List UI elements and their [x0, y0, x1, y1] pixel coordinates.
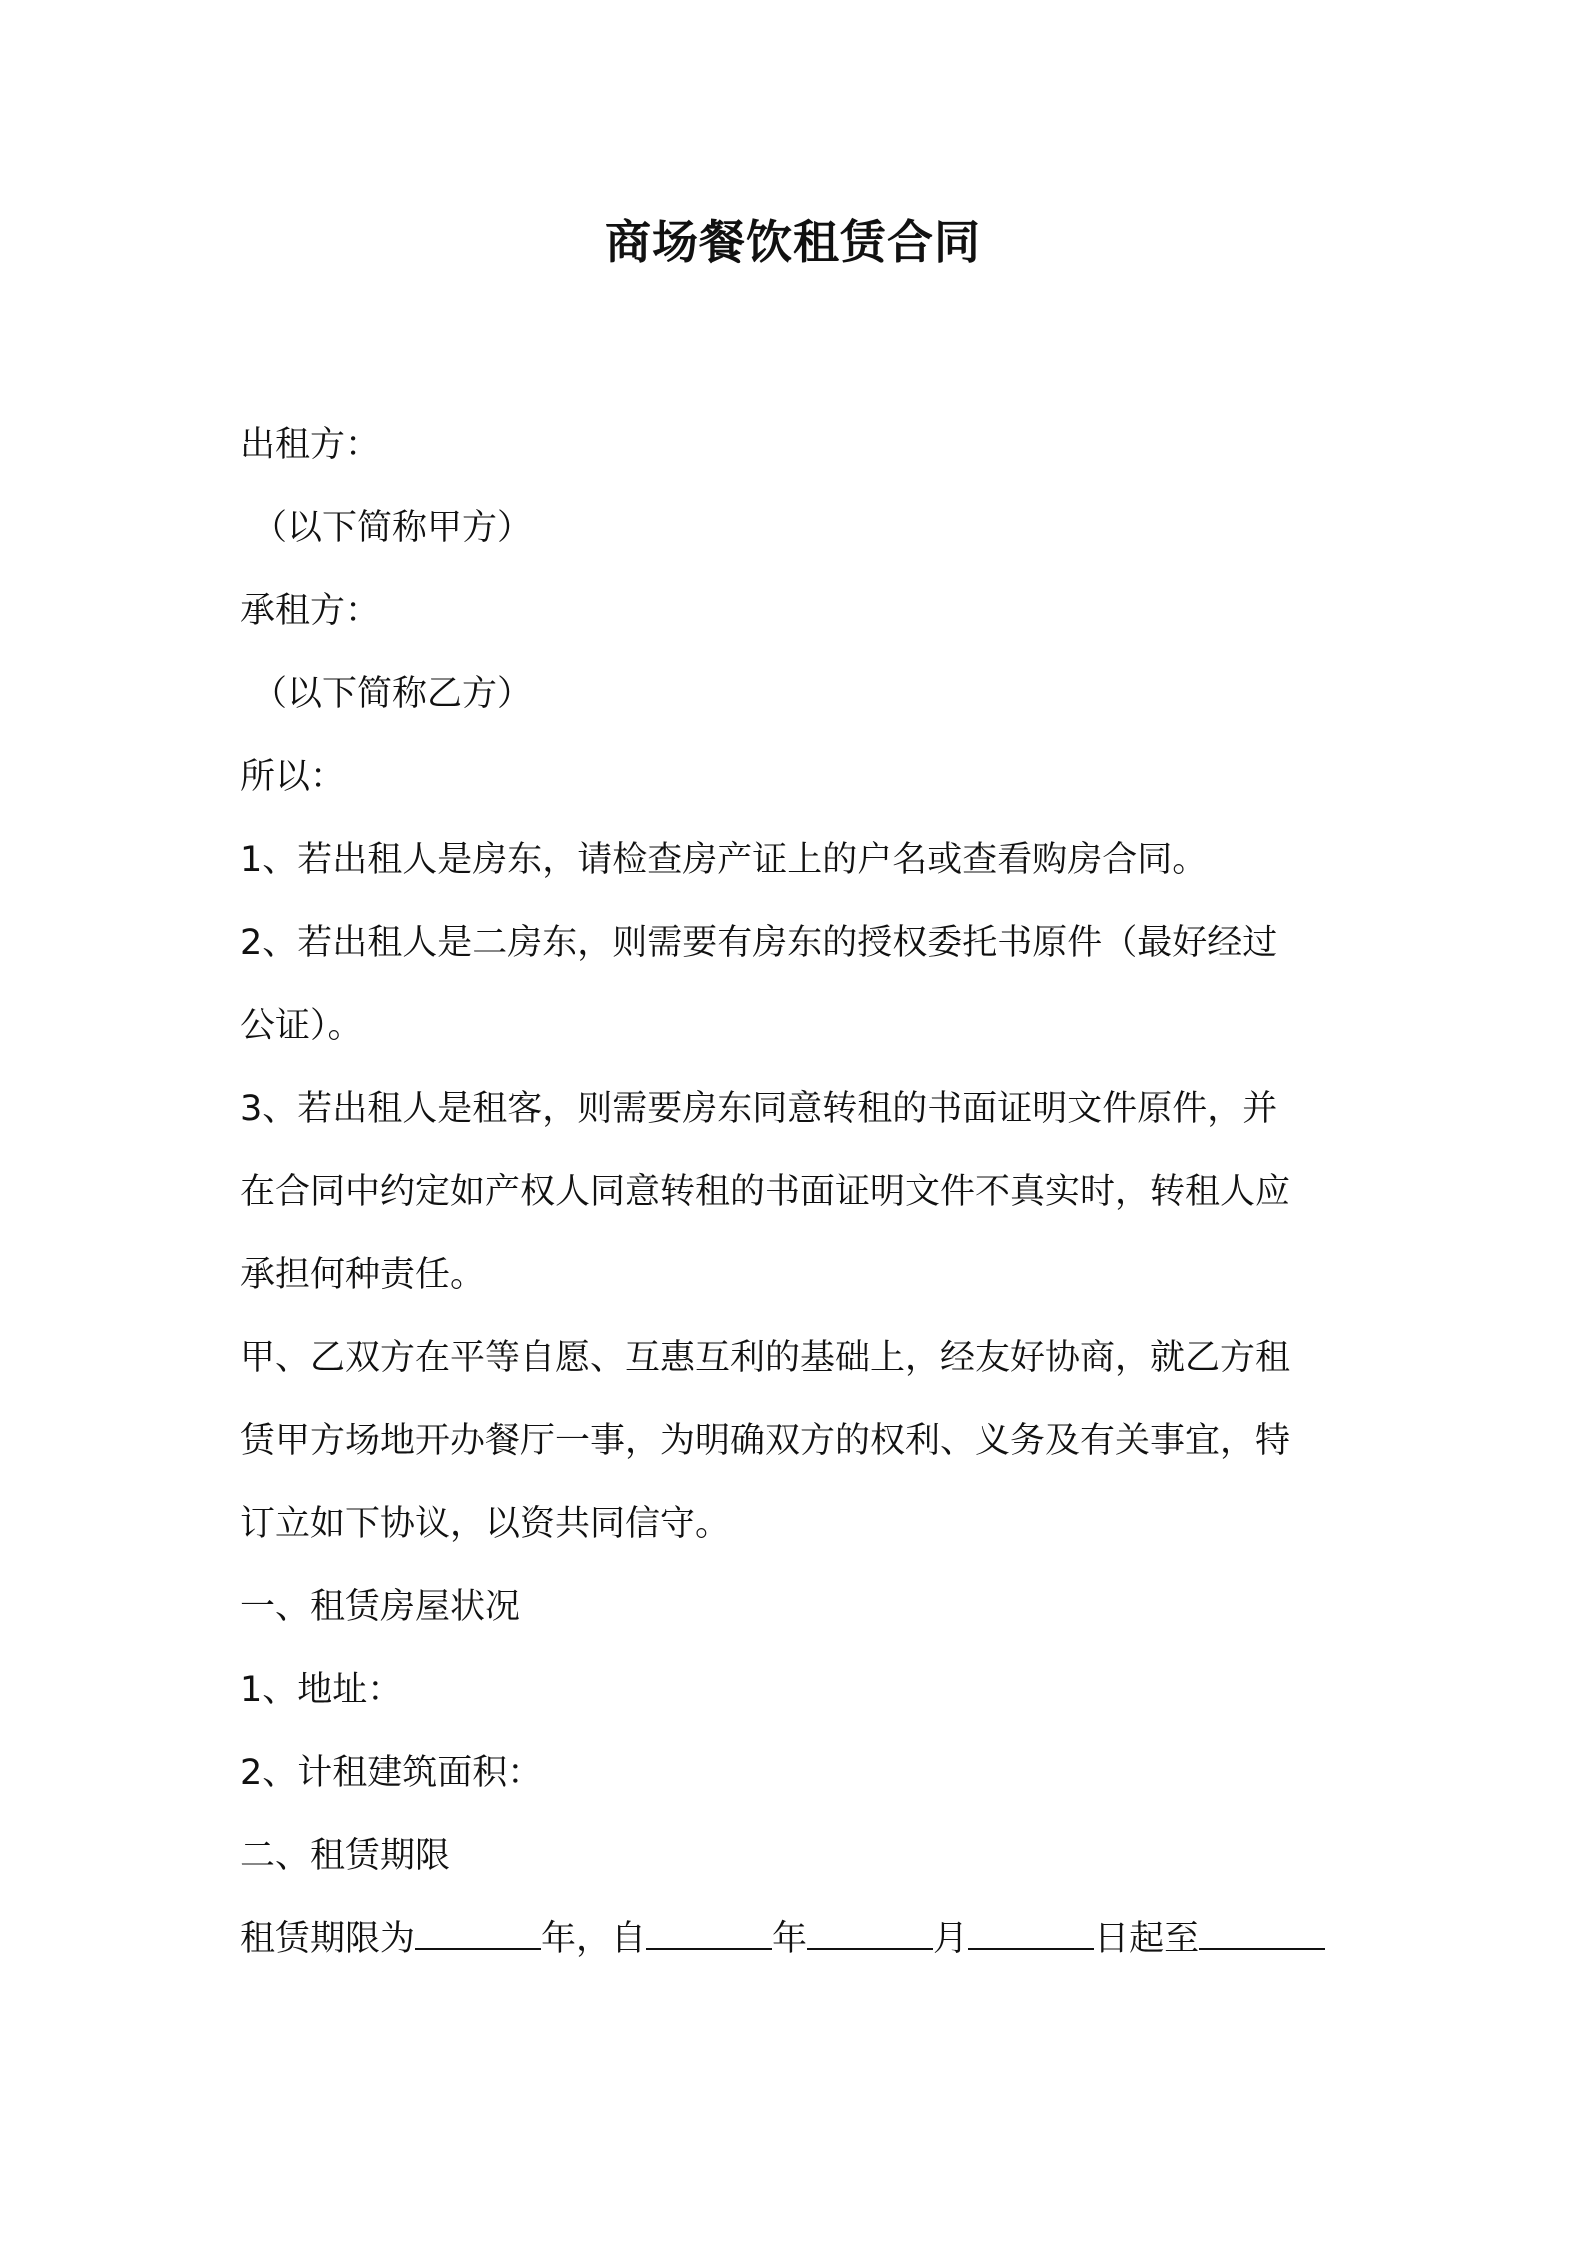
- lessee-note: （以下简称乙方）: [252, 674, 533, 714]
- term-years-blank[interactable]: [415, 1918, 541, 1950]
- lessor-line: 出租方：: [240, 425, 381, 465]
- start-day-blank[interactable]: [968, 1918, 1094, 1950]
- paragraph-line-a: 甲、乙双方在平等自愿、互惠互利的基础上，经友好协商，就乙方租: [240, 1338, 1291, 1378]
- item-2-line-a: 2、若出租人是二房东，则需要有房东的授权委托书原件（最好经过: [240, 923, 1278, 963]
- item-3-line-b: 在合同中约定如产权人同意转租的书面证明文件不真实时，转租人应: [240, 1172, 1291, 1212]
- paragraph-line-b: 赁甲方场地开办餐厅一事，为明确双方的权利、义务及有关事宜，特: [240, 1421, 1291, 1461]
- item-1: 1、若出租人是房东，请检查房产证上的户名或查看购房合同。: [240, 840, 1208, 880]
- document-title: 商场餐饮租赁合同: [605, 215, 981, 269]
- term-text-4: 月: [933, 1919, 969, 1959]
- start-month-blank[interactable]: [807, 1918, 933, 1950]
- term-text-3: 年: [772, 1919, 808, 1959]
- therefore-line: 所以：: [240, 757, 346, 797]
- paragraph-line-c: 订立如下协议，以资共同信守。: [240, 1504, 731, 1544]
- term-text-5: 日起至: [1094, 1919, 1200, 1959]
- section-1-item-1: 1、地址：: [240, 1670, 403, 1710]
- lessee-line: 承租方：: [240, 591, 381, 631]
- section-2-heading: 二、租赁期限: [240, 1836, 451, 1876]
- end-date-blank[interactable]: [1199, 1918, 1325, 1950]
- section-1-heading: 一、租赁房屋状况: [240, 1587, 521, 1627]
- item-3-line-a: 3、若出租人是租客，则需要房东同意转租的书面证明文件原件，并: [240, 1089, 1278, 1129]
- item-2-line-b: 公证）。: [240, 1006, 363, 1046]
- section-1-item-2: 2、计租建筑面积：: [240, 1753, 543, 1793]
- term-text-2: 年，自: [541, 1919, 647, 1959]
- lessor-note: （以下简称甲方）: [252, 508, 533, 548]
- item-3-line-c: 承担何种责任。: [240, 1255, 486, 1295]
- start-year-blank[interactable]: [646, 1918, 772, 1950]
- term-text-1: 租赁期限为: [240, 1919, 416, 1959]
- document-body: [240, 404, 1360, 1981]
- term-line: [240, 1898, 1360, 1981]
